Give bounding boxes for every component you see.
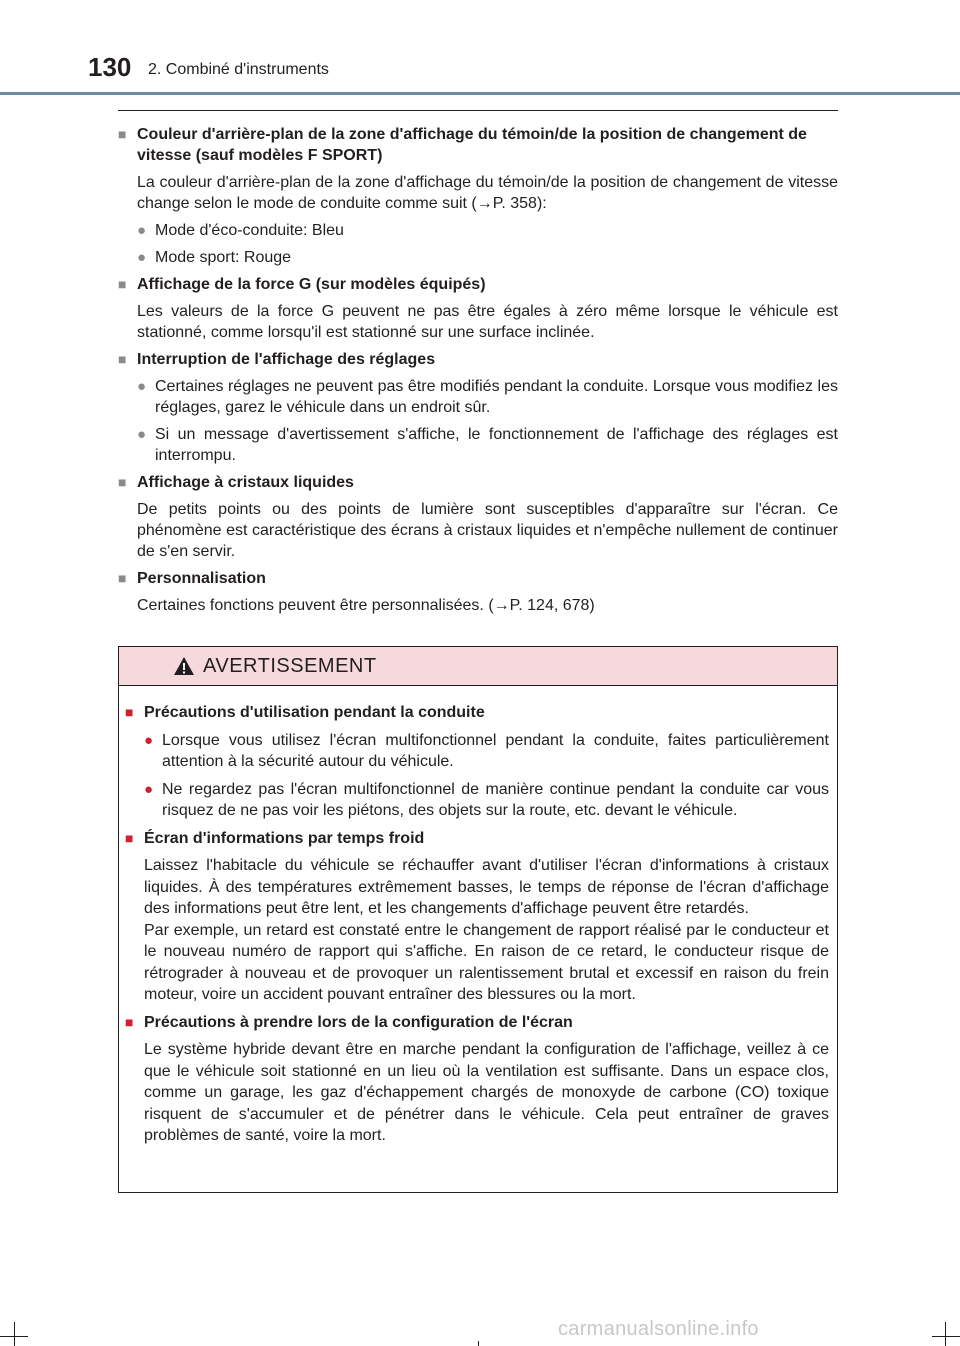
header-rule xyxy=(0,92,960,95)
list-item: ● Mode d'éco-conduite: Bleu xyxy=(137,222,344,239)
square-bullet-icon: ■ xyxy=(125,829,134,846)
square-bullet-icon: ■ xyxy=(118,474,127,490)
list-item: ● Lorsque vous utilisez l'écran multifonctionnel pendant la conduite, faites particulièrement attention à la sécurité autour du véhicule. xyxy=(125,730,829,773)
round-bullet-icon: ● xyxy=(137,249,147,266)
page-number: 130 xyxy=(88,52,132,82)
warning-body xyxy=(119,686,837,1147)
square-bullet-icon: ■ xyxy=(118,126,127,142)
crop-mark xyxy=(478,1341,479,1346)
warning-heading: ■ Écran d'informations par temps froid xyxy=(125,828,829,850)
round-bullet-icon: ● xyxy=(137,426,147,443)
list-item: ● Mode sport: Rouge xyxy=(137,249,292,266)
warning-triangle-icon xyxy=(173,656,195,676)
paragraph: Laissez l'habitacle du véhicule se réchauffer avant d'utiliser l'écran d'informations à cristaux liquides. À des températures extrêmement basses, le temps de réponse de l'écran d'affichage des informations peut être lent, et les changements d'affichage peuvent être retardés. xyxy=(144,857,829,917)
paragraph: Certaines fonctions peuvent être personnalisées. (→P. 124, 678) xyxy=(137,597,595,614)
paragraph: Les valeurs de la force G peuvent ne pas être égales à zéro même lorsque le véhicule est stationné, comme lorsqu'il est stationné sur une surface inclinée. xyxy=(137,303,838,341)
warning-heading: ■ Précautions d'utilisation pendant la conduite xyxy=(125,702,829,724)
warning-header xyxy=(119,647,837,686)
square-bullet-icon: ■ xyxy=(125,704,134,720)
round-bullet-icon: ● xyxy=(144,780,154,798)
section-heading: ■ Affichage à cristaux liquides xyxy=(118,474,354,491)
round-bullet-icon: ● xyxy=(137,378,147,395)
square-bullet-icon: ■ xyxy=(118,351,127,367)
round-bullet-icon: ● xyxy=(144,731,154,749)
warning-title: AVERTISSEMENT xyxy=(203,654,377,677)
square-bullet-icon: ■ xyxy=(118,276,127,292)
square-bullet-icon: ■ xyxy=(118,570,127,586)
watermark: carmanualsonline.info xyxy=(558,1318,759,1340)
paragraph: Par exemple, un retard est constaté entre le changement de rapport réalisé par le conducteur et le nouveau numéro de rapport qui s'affiche. En raison de ce retard, le conducteur risque de rétrograder à nouveau et de provoquer un ralentissement brutal et excessif en raison du frein moteur, voire un accident pouvant entraîner des blessures ou la mort. xyxy=(144,921,829,1003)
crop-mark xyxy=(945,1322,946,1346)
paragraph: Le système hybride devant être en marche pendant la configuration de l'affichage, veillez à ce que le véhicule soit stationné en un lieu où la ventilation est suffisante. Dans un espace clos, comme un garage, les gaz d'échappement chargés de monoxyde de carbone (CO) toxique risquent de s'accumuler et de pénétrer dans le véhicule. Cela peut entraîner de graves problèmes de santé, voire la mort. xyxy=(144,1041,829,1144)
chapter-title: 2. Combiné d'instruments xyxy=(148,61,329,78)
square-bullet-icon: ■ xyxy=(125,1013,134,1030)
content-rule xyxy=(118,110,838,111)
list-item: ● Certaines réglages ne peuvent pas être modifiés pendant la conduite. Lorsque vous modifiez les réglages, garez le véhicule dans un endroit sûr. xyxy=(137,378,838,416)
section-heading: ■ Couleur d'arrière-plan de la zone d'affichage du témoin/de la position de changement de vitesse (sauf modèles F SPORT) xyxy=(118,126,807,164)
section-heading: ■ Personnalisation xyxy=(118,570,266,587)
warning-box xyxy=(118,646,838,1193)
warning-heading: ■ Précautions à prendre lors de la configuration de l'écran xyxy=(125,1012,829,1034)
paragraph: De petits points ou des points de lumière sont susceptibles d'apparaître sur l'écran. Ce phénomène est caractéristique des écrans à cristaux liquides et n'empêche nullement de continuer de s'en servir. xyxy=(137,501,838,560)
list-item: ● Ne regardez pas l'écran multifonctionnel de manière continue pendant la conduite car vous risquez de ne pas voir les piétons, des objets sur la route, etc. devant le véhicule. xyxy=(125,779,829,822)
section-heading: ■ Affichage de la force G (sur modèles équipés) xyxy=(118,276,486,293)
round-bullet-icon: ● xyxy=(137,222,147,239)
paragraph: La couleur d'arrière-plan de la zone d'affichage du témoin/de la position de changement de vitesse change selon le mode de conduite comme suit (→P. 358): xyxy=(137,174,838,212)
list-item: ● Si un message d'avertissement s'affiche, le fonctionnement de l'affichage des réglages est interrompu. xyxy=(137,426,838,464)
crop-mark xyxy=(14,1322,15,1346)
main-content xyxy=(118,124,838,616)
section-heading: ■ Interruption de l'affichage des réglages xyxy=(118,351,436,368)
crop-mark xyxy=(932,1336,960,1337)
